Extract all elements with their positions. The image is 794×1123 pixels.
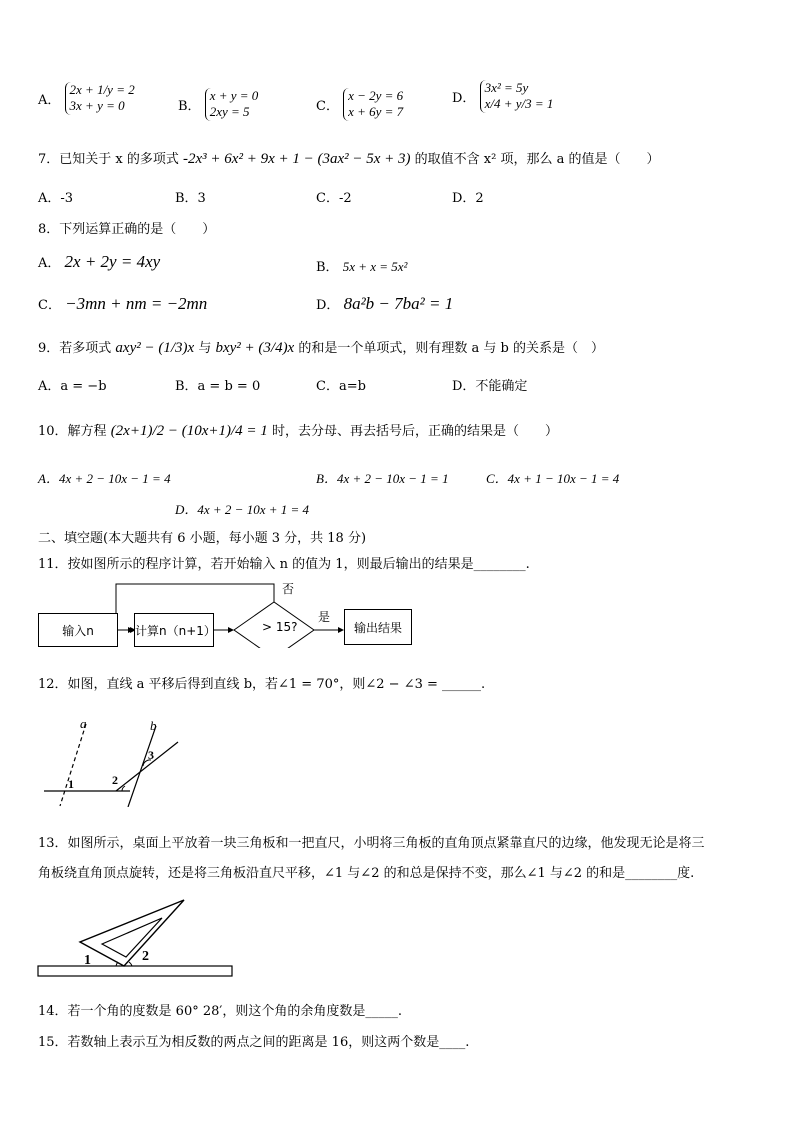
q12-stem: 12．如图，直线 a 平移后得到直线 b，若∠1 = 70°，则∠2 − ∠3 = ______.: [38, 677, 486, 692]
q8-option-b: [316, 256, 407, 275]
q8-option-c-expr: −3mn + nm = −2mn: [65, 294, 208, 313]
q8-option-a-expr: 2x + 2y = 4xy: [64, 252, 161, 271]
q6-option-d: [452, 80, 553, 113]
q12-line-a: [60, 724, 86, 806]
q10-equation: (2x+1)/2 − (10x+1)/4 = 1: [110, 423, 268, 439]
q12-label-b: b: [150, 718, 157, 733]
q12-label-2: 2: [112, 773, 118, 787]
q8-option-d-label: D．: [316, 298, 340, 313]
flow-input-box: [38, 613, 118, 647]
q13-stem-line1: 13．如图所示，桌面上平放着一块三角板和一把直尺，小明将三角板的直角顶点紧靠直尺的边缘，他发现无论是将三: [38, 836, 705, 851]
q12-line-b: [128, 726, 156, 807]
q7-option-c: C．-2: [316, 191, 352, 206]
q7-option-b: B．3: [175, 191, 206, 206]
q9-stem-pre: 9．若多项式: [38, 341, 112, 356]
q6-option-a-label: A．: [38, 92, 61, 108]
q6-option-b-line1: x + y = 0: [209, 88, 259, 103]
q12-label-1: 1: [68, 777, 74, 791]
q13-figure: [36, 894, 236, 980]
q12-slanted-line: [116, 742, 178, 791]
q15-stem: 15．若数轴上表示互为相反数的两点之间的距离是 16，则这两个数是____.: [38, 1035, 470, 1050]
q9-expr2: bxy² + (3/4)x: [215, 340, 295, 356]
q6-option-a-system: [65, 82, 135, 115]
q12-label-a: a: [80, 716, 87, 731]
q10-option-c: C．4x + 1 − 10x − 1 = 4: [486, 471, 620, 486]
q12-figure: [36, 712, 186, 807]
flow-arrowhead-2: [228, 627, 234, 633]
q8-option-c: [38, 294, 207, 314]
flow-input-label: 输入n: [62, 623, 94, 638]
flow-output-label: 输出结果: [353, 620, 402, 635]
q6-option-a-line2: 3x + y = 0: [69, 98, 125, 114]
q7-stem: [38, 148, 659, 168]
q6-option-c-system: [343, 88, 403, 121]
q10-stem: [38, 420, 558, 440]
q8-option-d-expr: 8a²b − 7ba² = 1: [343, 294, 454, 313]
q8-option-a: [38, 252, 160, 272]
q8-option-a-label: A．: [38, 256, 61, 271]
q7-option-a: A．-3: [38, 191, 74, 206]
flow-no-label: 否: [282, 582, 295, 596]
q8-option-d: [316, 294, 453, 314]
q9-option-c: C．a=b: [316, 379, 366, 394]
flow-output-box: [344, 609, 412, 645]
flow-yes-label: 是: [318, 610, 331, 624]
q9-option-d: D．不能确定: [452, 379, 528, 394]
q6-option-c-line2: x + 6y = 7: [348, 104, 404, 120]
q6-option-b-label: B．: [178, 98, 201, 114]
q10-stem-post: 时，去分母、再去括号后，正确的结果是（ ）: [271, 424, 558, 439]
q6-option-b-line2: 2xy = 5: [209, 104, 250, 120]
q6-option-a-line1: 2x + 1/y = 2: [69, 82, 135, 97]
q7-option-d: D．2: [452, 191, 484, 206]
section-title: 二、填空题(本大题共有 6 小题，每小题 3 分，共 18 分): [38, 531, 367, 546]
q6-option-b-system: [205, 88, 259, 121]
q6-option-d-label: D．: [452, 90, 476, 106]
q13-stem-line2: 角板绕直角顶点旋转，还是将三角板沿直尺平移，∠1 与∠2 的和总是保持不变，那么∠1 与∠2 的和是________度.: [38, 866, 695, 881]
q8-option-b-label: B．: [316, 260, 339, 275]
q14-stem: 14．若一个角的度数是 60° 28′，则这个角的余角度数是_____.: [38, 1004, 402, 1019]
q6-option-a: [38, 82, 135, 115]
q7-expression: -2x³ + 6x² + 9x + 1 − (3ax² − 5x + 3): [183, 151, 411, 167]
q9-stem: [38, 337, 604, 357]
q9-expr1: axy² − (1/3)x: [115, 340, 195, 356]
q9-mid: 与: [198, 341, 212, 356]
q13-label-2: 2: [142, 949, 149, 964]
q9-option-b: B．a = b = 0: [175, 379, 261, 394]
q12-label-3: 3: [148, 748, 154, 762]
q8-option-c-label: C．: [38, 298, 61, 313]
q6-option-c-label: C．: [316, 98, 339, 114]
q13-label-1: 1: [84, 953, 91, 968]
q9-stem-post: 的和是一个单项式，则有理数 a 与 b 的关系是（ ）: [298, 341, 604, 356]
flow-calc-label: 计算n（n+1）: [135, 623, 216, 638]
q10-option-a: A．4x + 2 − 10x − 1 = 4: [38, 471, 171, 486]
q6-option-c: [316, 88, 403, 121]
q12-angle2-arc: [122, 786, 125, 791]
q7-stem-pre: 7．已知关于 x 的多项式: [38, 152, 179, 167]
q8-option-b-expr: 5x + x = 5x²: [342, 259, 408, 274]
q11-stem: 11．按如图所示的程序计算，若开始输入 n 的值为 1，则最后输出的结果是________.: [38, 557, 530, 572]
flow-condition-label: > 15?: [262, 620, 298, 634]
q7-stem-post: 的取值不含 x² 项，那么 a 的值是（ ）: [414, 152, 660, 167]
flow-calc-box: [134, 613, 214, 647]
q6-option-d-system: [480, 80, 554, 113]
q6-option-b: [178, 88, 258, 121]
q10-stem-pre: 10．解方程: [38, 424, 107, 439]
q13-ruler: [38, 966, 232, 976]
q6-option-d-line1: 3x² = 5y: [484, 80, 529, 95]
q6-option-c-line1: x − 2y = 6: [348, 88, 404, 103]
q10-option-b: B．4x + 2 − 10x − 1 = 1: [316, 471, 449, 486]
q9-option-a: A．a = −b: [38, 379, 107, 394]
q8-stem: 8．下列运算正确的是（ ）: [38, 222, 216, 237]
q10-option-d: D．4x + 2 − 10x + 1 = 4: [175, 502, 310, 517]
q6-option-d-line2: x/4 + y/3 = 1: [484, 96, 554, 112]
